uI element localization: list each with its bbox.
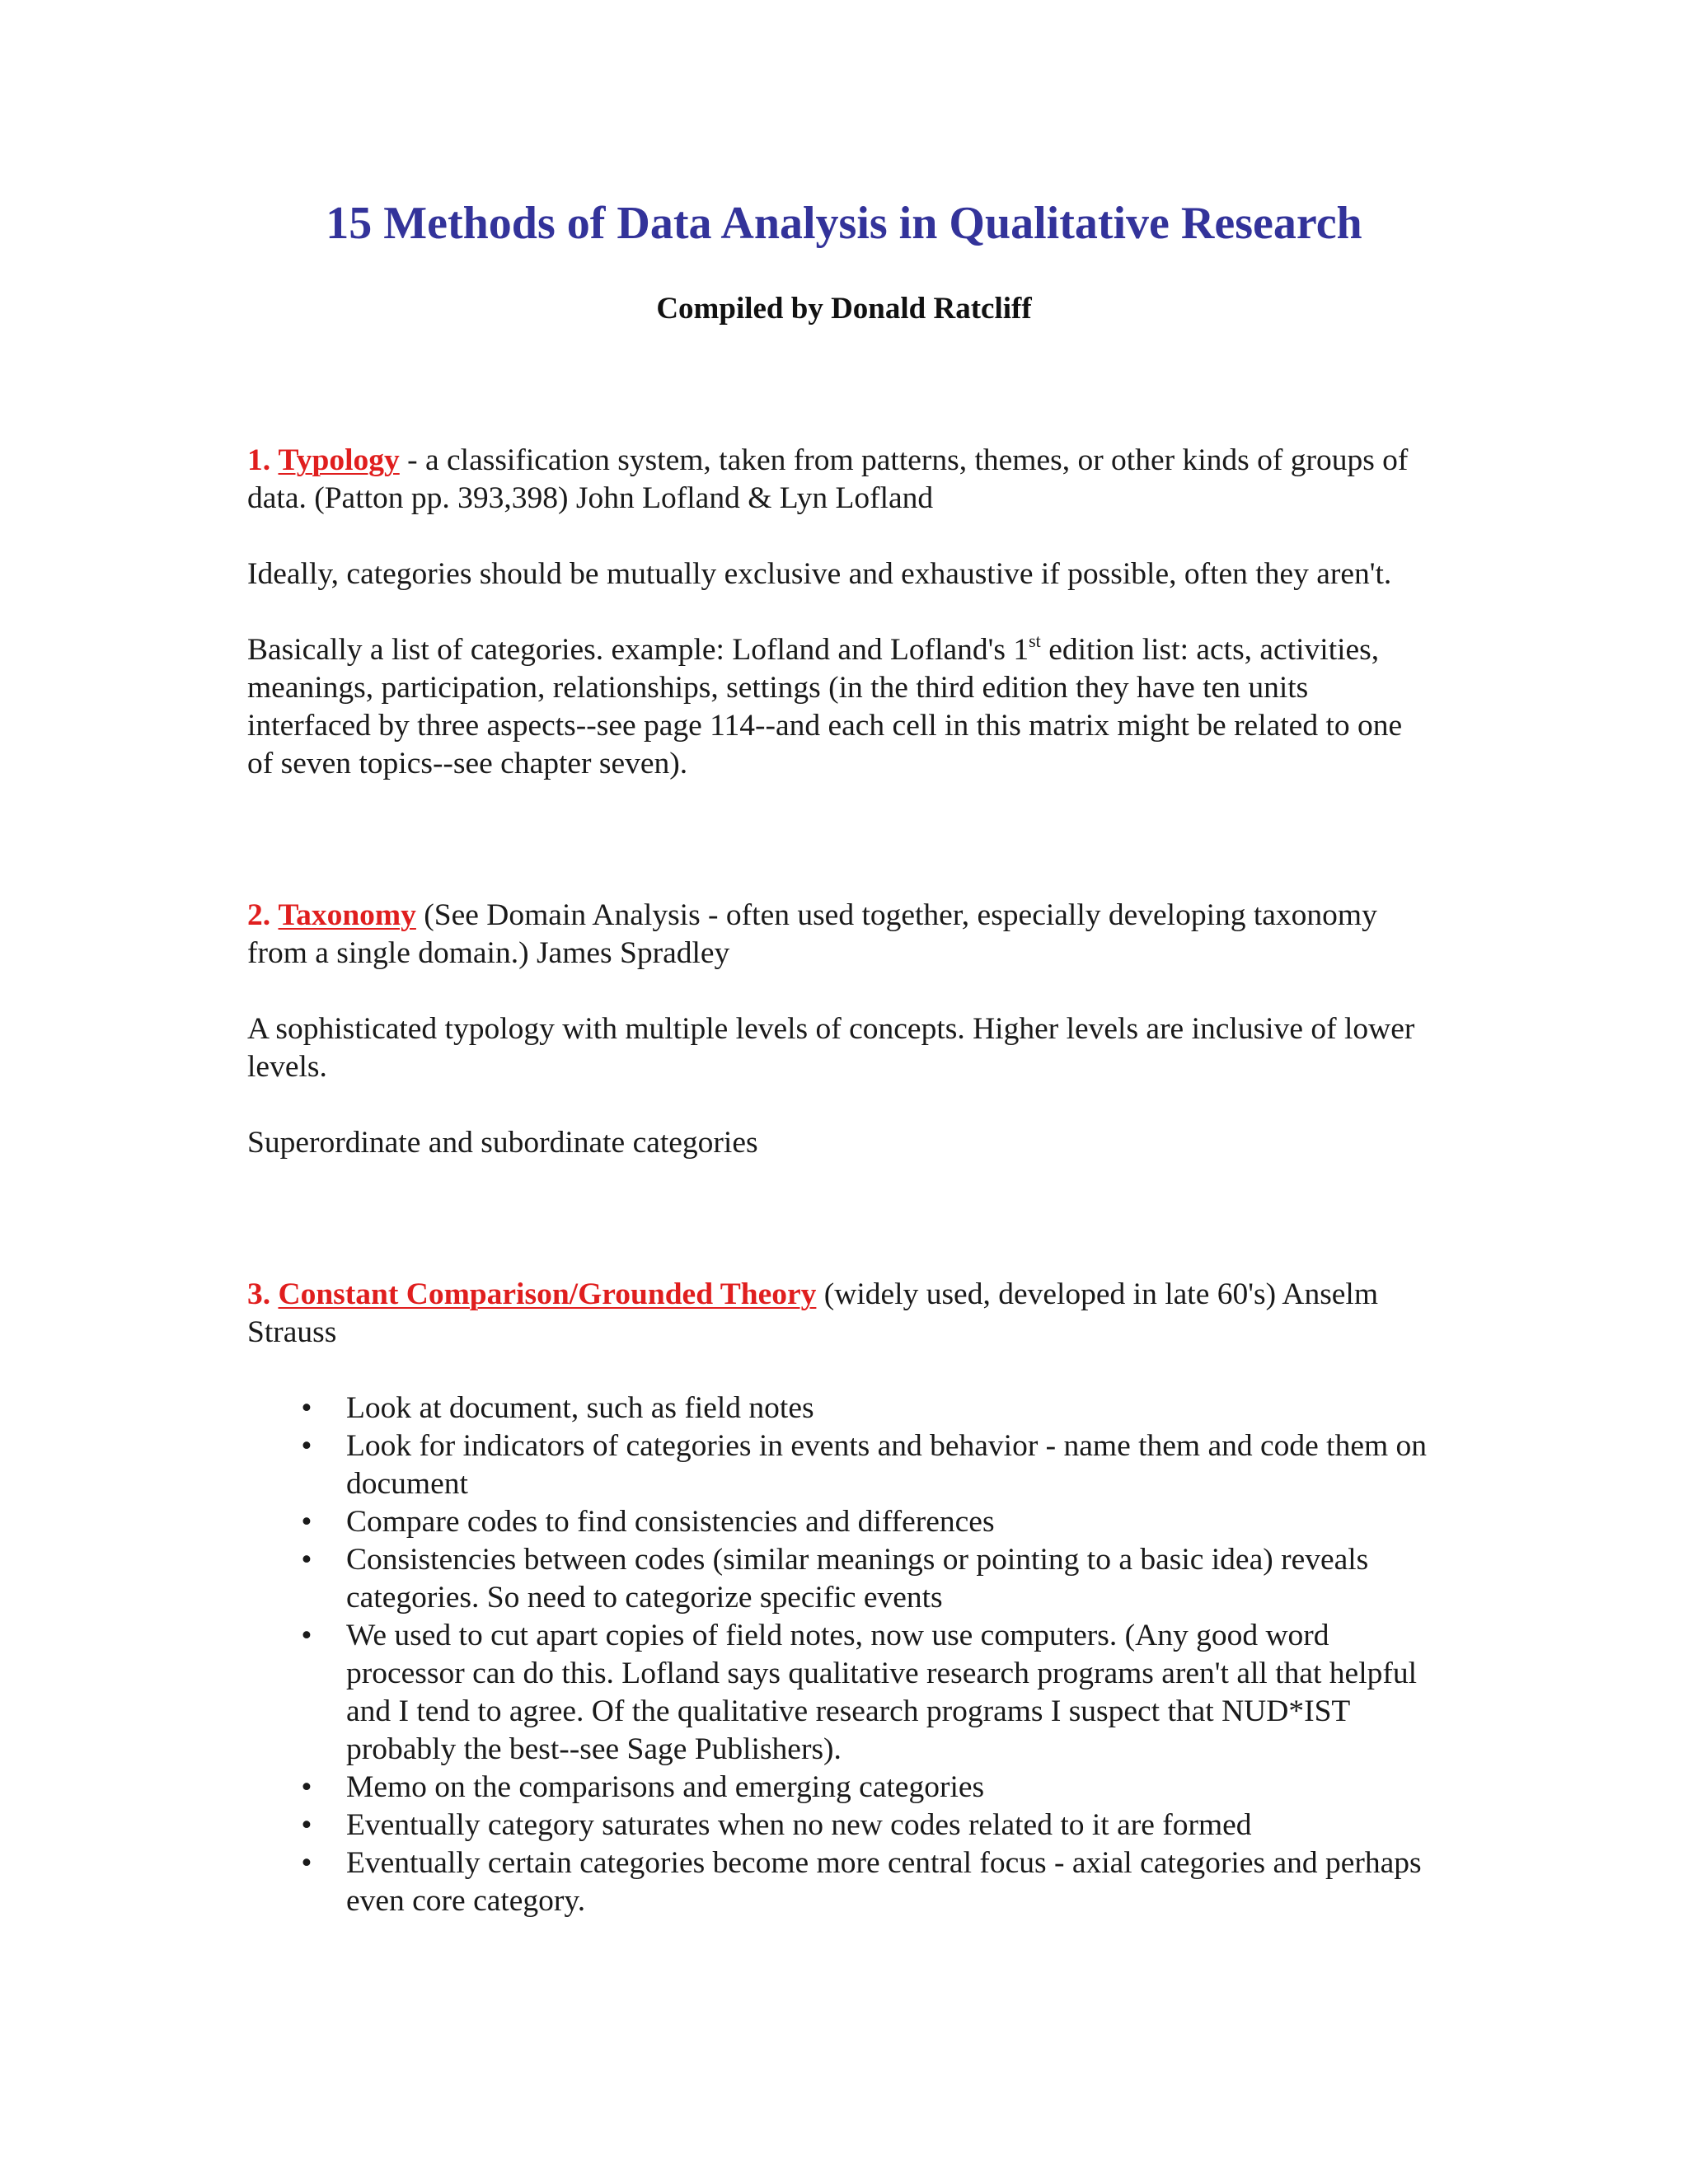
bullet-list [247,1390,1434,1920]
bullet-icon: • [301,1543,312,1577]
list-item [301,1807,1434,1844]
section-heading-text: - a classification system, taken from patterns, themes, or other kinds of groups of data. (Patton pp. 393,398) John Lofland & Lyn Lofland [247,443,1409,515]
section-typology [247,442,1434,783]
list-item [301,1503,1434,1541]
bullet-icon: • [301,1808,312,1842]
section-heading [247,1276,1434,1352]
list-item [301,1769,1434,1807]
list-item [301,1844,1434,1920]
paragraph: Ideally, categories should be mutually exclusive and exhaustive if possible, often they aren't. [247,557,1392,591]
bullet-icon: • [301,1846,312,1880]
paragraph [247,631,1434,783]
bullet-icon: • [301,1770,312,1804]
section-taxonomy [247,897,1434,1162]
section-heading [247,897,1434,972]
list-item-text: Consistencies between codes (similar meanings or pointing to a basic idea) reveals categories. So need to categorize specific events [346,1543,1369,1615]
section-heading-text: (widely used, developed in late 60's) Anselm Strauss [247,1277,1379,1349]
superscript: st [1029,630,1041,651]
paragraph-text: Basically a list of categories. example: Lofland and Lofland's 1 [247,633,1029,667]
page-title: 15 Methods of Data Analysis in Qualitative Research [326,198,1362,249]
bullet-icon: • [301,1619,312,1652]
list-item-text: Eventually certain categories become more central focus - axial categories and perhaps even core category. [346,1846,1422,1918]
paragraph: Superordinate and subordinate categories [247,1126,758,1160]
bullet-icon: • [301,1429,312,1463]
section-number: 2. [247,898,271,932]
list-item-text: Eventually category saturates when no new codes related to it are formed [346,1808,1252,1842]
list-item-text: Look at document, such as field notes [346,1391,814,1425]
taxonomy-link[interactable]: Taxonomy [278,898,416,932]
constant-comparison-link[interactable]: Constant Comparison/Grounded Theory [278,1277,817,1311]
bullet-icon: • [301,1391,312,1425]
list-item [301,1541,1434,1617]
paragraph-text: edition list: acts, activities, meanings, participation, relationships, settings (in the third edition they have ten units interfaced by three aspects--see page 114--and each cell in this matrix might be related to one of seven topics--see chapter seven). [247,633,1403,780]
list-item [301,1617,1434,1769]
list-item [301,1427,1434,1503]
bullet-icon: • [301,1505,312,1539]
section-constant-comparison [247,1276,1434,1920]
document-body [247,442,1434,1920]
list-item-text: Memo on the comparisons and emerging categories [346,1770,985,1804]
section-number: 3. [247,1277,271,1311]
section-heading [247,442,1434,518]
list-item-text: We used to cut apart copies of field notes, now use computers. (Any good word processor can do this. Lofland says qualitative research programs aren't all that helpful and I tend to agree. Of the qualitative research programs I suspect that NUD*IST probably the best--see Sage Publishers). [346,1619,1418,1766]
list-item-text: Look for indicators of categories in events and behavior - name them and code them on document [346,1429,1428,1501]
paragraph: A sophisticated typology with multiple levels of concepts. Higher levels are inclusive of lower levels. [247,1012,1415,1084]
section-number: 1. [247,443,271,477]
section-heading-text: (See Domain Analysis - often used together, especially developing taxonomy from a single domain.) James Spradley [247,898,1377,970]
list-item-text: Compare codes to find consistencies and differences [346,1505,995,1539]
page-subtitle: Compiled by Donald Ratcliff [656,292,1032,326]
typology-link[interactable]: Typology [278,443,400,477]
list-item [301,1390,1434,1427]
